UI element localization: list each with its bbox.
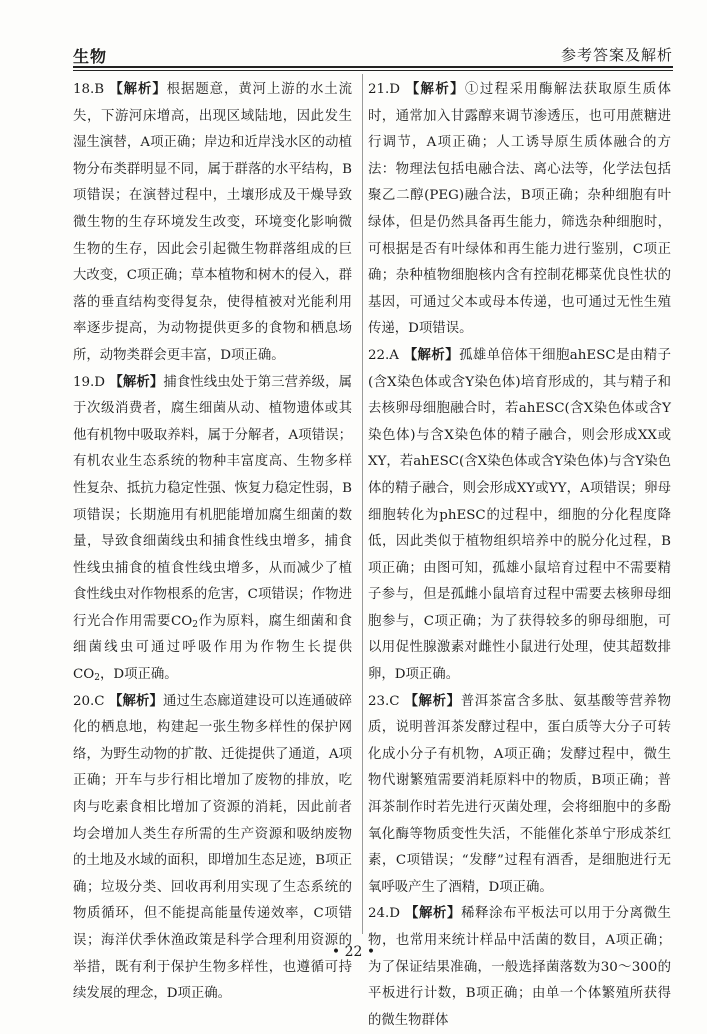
analysis-text: 普洱茶富含多肽、氨基酸等营养物质，说明普洱茶发酵过程中，蛋白质等大分子可转化成小分子有机物，A项正确；发酵过程中，微生物代谢繁殖需要消耗原料中的物质，B项正确；普洱茶制作时若先进行灭菌处理，会将细胞中的多酚氧化酶等物质变性失活，不能催化茶单宁形成茶红素，C项错误；“发酵”过程有酒香，是细胞进行无氧呼吸产生了酒精，D项正确。	[368, 693, 671, 895]
right-column	[368, 77, 671, 1034]
answer-item-19	[73, 370, 352, 689]
header-rule-thin	[73, 70, 673, 71]
answer-letter: D	[94, 374, 106, 390]
item-number: 23.	[368, 693, 390, 709]
answer-letter: D	[389, 906, 401, 922]
analysis-text: 孤雄单倍体干细胞ahESC是由精子(含X染色体或含Y染色体)培育形成的，其与精子和去核卵母细胞融合时，若ahESC(含X染色体或含Y染色体)与含X染色体的精子融合，则会形成XX或XY，若ahESC(含X染色体或含Y染色体)与含Y染色体的精子融合，则会形成XY或YY，A项错误；卵母细胞转化为phESC的过程中，细胞的分化程度降低，因此类似于植物组织培养中的脱分化过程，B项正确；由图可知，孤雄小鼠培育过程中不需要精子参与，但是孤雌小鼠培育过程中需要去核卵母细胞参与，C项正确；为了获得较多的卵母细胞，可以用促性腺激素对雌性小鼠进行处理，使其超数排卵，D项正确。	[368, 347, 671, 683]
subscript: 2	[192, 619, 198, 630]
page-number: • 22 •	[331, 944, 376, 960]
answer-letter: A	[389, 347, 399, 363]
answer-item-22	[368, 343, 671, 689]
answer-item-24	[368, 901, 671, 1034]
answer-letter: D	[389, 82, 401, 97]
page-header	[73, 38, 673, 68]
analysis-text: ，D项正确。	[99, 667, 178, 683]
left-column	[73, 77, 352, 1008]
analysis-tag: 【解析】	[109, 82, 167, 97]
analysis-tag: 【解析】	[403, 347, 460, 363]
item-number: 21.	[368, 82, 390, 97]
answer-item-18	[73, 77, 352, 370]
subject-title: 生物	[73, 47, 108, 66]
item-number: 24.	[368, 906, 390, 922]
analysis-tag: 【解析】	[404, 906, 462, 922]
analysis-tag: 【解析】	[404, 693, 461, 709]
answer-item-21	[368, 77, 671, 343]
analysis-tag: 【解析】	[108, 693, 163, 709]
analysis-text: ①过程采用酶解法获取原生质体时，通常加入甘露醇来调节渗透压，也可用蔗糖进行调节，A项正确；人工诱导原生质体融合的方法：物理法包括电融合法、离心法等，化学法包括聚乙二醇(PEG)融合法，B项正确；杂种细胞有叶绿体，但是仍然具备再生能力，筛选杂种细胞时，可根据是否有叶绿体和再生能力进行鉴别，C项正确；杂种植物细胞核内含有控制花椰菜优良性状的基因，可通过父本或母本传递，也可通过无性生殖传递，D项错误。	[368, 82, 671, 337]
answer-letter: C	[389, 693, 400, 709]
column-divider	[362, 74, 363, 934]
answer-letter: B	[94, 82, 105, 97]
analysis-text: 稀释涂布平板法可以用于分离微生物，也常用来统计样品中活菌的数目，A项正确；为了保证结果准确，一般选择菌落数为30～300的平板进行计数，B项正确；由单一个体繁殖所获得的微生物群体	[368, 906, 672, 1028]
item-number: 19.	[73, 374, 95, 390]
item-number: 22.	[368, 347, 390, 363]
answer-item-23	[368, 689, 671, 902]
analysis-tag: 【解析】	[109, 374, 164, 390]
subscript: 2	[94, 673, 100, 684]
item-number: 20.	[73, 693, 95, 709]
analysis-text: 捕食性线虫处于第三营养级，属于次级消费者，腐生细菌从动、植物遗体或其他有机物中吸取养料，属于分解者，A项错误；有机农业生态系统的物种丰富度高、生物多样性复杂、抵抗力稳定性强、恢复力稳定性弱，B项错误；长期施用有机肥能增加腐生细菌的数量，导致食细菌线虫和捕食性线虫增多，捕食性线虫捕食的植食性线虫增多，从而减少了植食性线虫对作物根系的危害，C项错误；作物进行光合作用需要CO	[73, 374, 353, 629]
answer-letter: C	[94, 693, 105, 709]
item-number: 18.	[73, 82, 95, 97]
header-rule-thick	[73, 66, 673, 68]
analysis-text: 根据题意，黄河上游的水土流失，下游河床增高，出现区域陆地，因此发生湿生演替，A项正确；岸边和近岸浅水区的动植物分布类群明显不同，属于群落的水平结构，B项错误；在演替过程中，土壤形成及干燥导致微生物的生存环境发生改变，环境变化影响微生物的生存，因此会引起微生物群落组成的巨大改变，C项正确；草本植物和树木的侵入，群落的垂直结构变得复杂，使得植被对光能利用率逐步提高，为动物提供更多的食物和栖息场所，动物类群会更丰富，D项正确。	[73, 82, 353, 363]
analysis-text: 通过生态廊道建设可以连通破碎化的栖息地，构建起一张生物多样性的保护网络，为野生动物的扩散、迁徙提供了通道，A项正确；开车与步行相比增加了废物的排放，吃肉与吃素食相比增加了资源的消耗，因此前者均会增加人类生存所需的生产资源和吸纳废物的土地及水域的面积，即增加生态足迹，B项正确；垃圾分类、回收再利用实现了生态系统的物质循环，但不能提高能量传递效率，C项错误；海洋伏季休渔政策是科学合理利用资源的举措，既有利于保护生物多样性，也遵循可持续发展的理念，D项正确。	[73, 693, 353, 1002]
analysis-tag: 【解析】	[405, 82, 465, 97]
analysis-text: 作为原料，腐生细菌和食细菌线虫可通过呼吸作用为作物生长提供CO	[73, 613, 353, 683]
section-title: 参考答案及解析	[560, 46, 673, 64]
